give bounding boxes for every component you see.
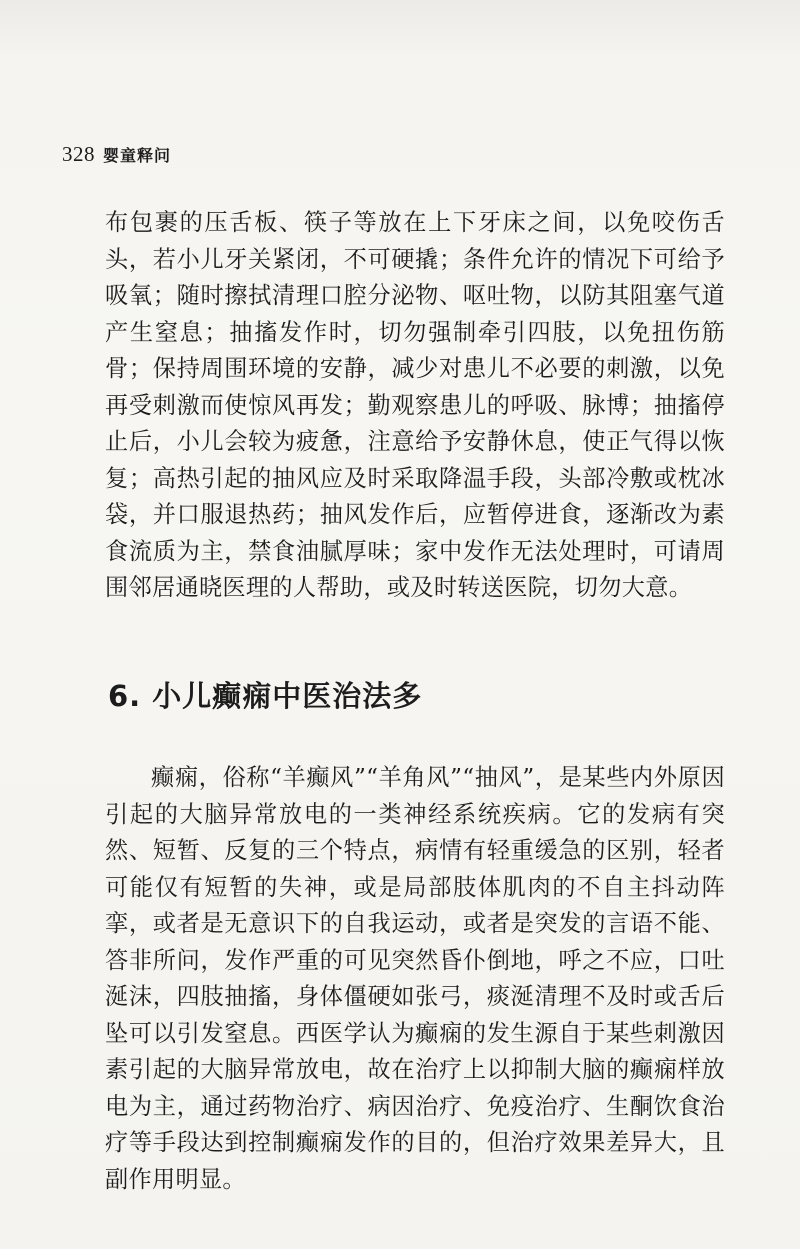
- page-header: [62, 142, 171, 172]
- running-title: 婴童释问: [103, 146, 172, 165]
- body-paragraph: 布包裹的压舌板、筷子等放在上下牙床之间，以免咬伤舌头，若小儿牙关紧闭，不可硬撬；条件允许的情况下可给予吸氧；随时擦拭清理口腔分泌物、呕吐物，以防其阻塞气道产生窒息；抽搐发作时，切勿强制牵引四肢，以免扭伤筋骨；保持周围环境的安静，减少对患儿不必要的刺激，以免再受刺激而使惊风再发；勤观察患儿的呼吸、脉博；抽搐停止后，小儿会较为疲惫，注意给予安静休息，使正气得以恢复；高热引起的抽风应及时采取降温手段，头部冷敷或枕冰袋，并口服退热药；抽风发作后，应暂停进食，逐渐改为素食流质为主，禁食油腻厚味；家中发作无法处理时，可请周围邻居通晓医理的人帮助，或及时转送医院，切勿大意。: [105, 209, 725, 601]
- page-number: 328: [62, 142, 95, 166]
- section-paragraph: 癫痫，俗称“羊癫风”“羊角风”“抽风”，是某些内外原因引起的大脑异常放电的一类神经系统疾病。它的发病有突然、短暂、反复的三个特点，病情有轻重缓急的区别，轻者可能仅有短暂的失神，或是局部肢体肌肉的不自主抖动阵挛，或者是无意识下的自我运动，或者是突发的言语不能、答非所问，发作严重的可见突然昏仆倒地，呼之不应，口吐涎沫，四肢抽搐，身体僵硬如张弓，痰涎清理不及时或舌后坠可以引发窒息。西医学认为癫痫的发生源自于某些刺激因素引起的大脑异常放电，故在治疗上以抑制大脑的癫痫样放电为主，通过药物治疗、病因治疗、免疫治疗、生酮饮食治疗等手段达到控制癫痫发作的目的，但治疗效果差异大，且副作用明显。: [105, 764, 725, 1193]
- section-heading: 6. 小儿癫痫中医治法多: [108, 679, 423, 713]
